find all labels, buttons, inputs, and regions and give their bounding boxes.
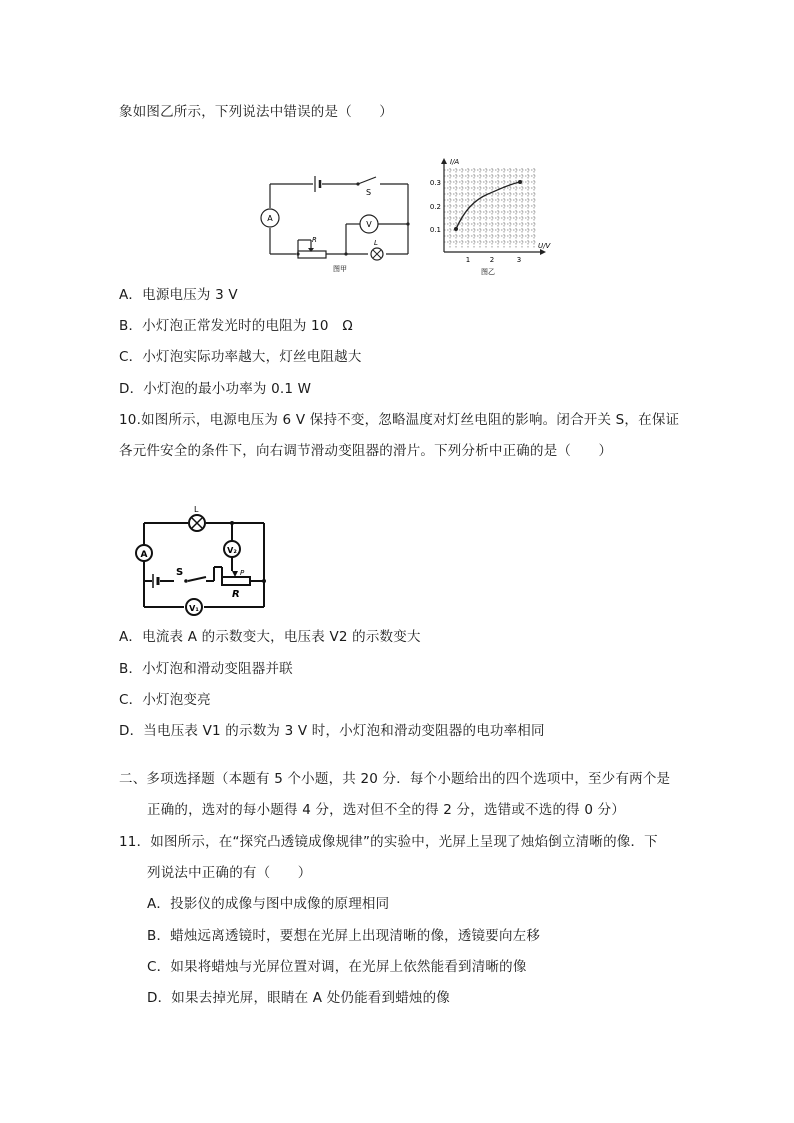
q9-option-b: B．小灯泡正常发光时的电阻为 10 Ω [119, 318, 353, 334]
voltmeter-v1-label: V₁ [189, 604, 199, 613]
y-axis-arrow-icon [441, 158, 447, 164]
ammeter-label: A [140, 550, 148, 560]
switch-label: S [176, 567, 184, 578]
y-tick: 0.1 [429, 226, 441, 234]
section2-heading-line2: 正确的，选对的每小题得 4 分，选对但不全的得 2 分，选错或不选的得 0 分） [147, 802, 626, 818]
y-axis-label: I/A [450, 158, 460, 166]
q11-option-a: A．投影仪的成像与图中成像的原理相同 [147, 896, 390, 912]
rheostat-icon [298, 251, 326, 258]
q11-stem-line1: 11．如图所示，在“探究凸透镜成像规律”的实验中，光屏上呈现了烛焰倒立清晰的像．下 [119, 834, 658, 850]
rheostat-label: R [312, 236, 317, 244]
slider-label: P [240, 569, 245, 577]
q10-option-c: C．小灯泡变亮 [119, 692, 211, 708]
q11-stem-line2: 列说法中正确的有（ ） [147, 865, 312, 881]
x-tick: 1 [465, 256, 471, 264]
q10-option-b: B．小灯泡和滑动变阻器并联 [119, 661, 293, 677]
ammeter-label: A [267, 214, 273, 223]
q10-option-d: D．当电压表 V1 的示数为 3 V 时，小灯泡和滑动变阻器的电功率相同 [119, 723, 545, 739]
q11-option-d: D．如果去掉光屏，眼睛在 A 处仍能看到蜡烛的像 [147, 990, 451, 1006]
curve-start-point [454, 227, 458, 231]
q11-option-b: B．蜡烛远离透镜时，要想在光屏上出现清晰的像，透镜要向左移 [147, 928, 541, 944]
fig-a-caption: 图甲 [333, 265, 347, 273]
lamp-label: L [194, 505, 199, 514]
rheostat-icon [222, 577, 250, 585]
switch-label: S [366, 188, 372, 197]
q10-option-a: A．电流表 A 的示数变大，电压表 V2 的示数变大 [119, 629, 421, 645]
x-tick: 3 [516, 256, 522, 264]
rheostat-label: R [232, 589, 240, 600]
q9-option-a: A．电源电压为 3 V [119, 287, 238, 303]
section2-heading-line1: 二、多项选择题（本题有 5 个小题，共 20 分．每个小题给出的四个选项中，至少有两个是 [119, 771, 671, 787]
y-tick: 0.2 [429, 203, 441, 211]
q10-stem-line1: 10.如图所示，电源电压为 6 V 保持不变，忽略温度对灯丝电阻的影响。闭合开关 S，在保证 [119, 412, 680, 428]
q10-stem-line2: 各元件安全的条件下，向右调节滑动变阻器的滑片。下列分析中正确的是（ ） [119, 443, 613, 459]
switch-pivot [356, 182, 359, 185]
q10-circuit-figure [126, 505, 278, 617]
q9-option-c: C．小灯泡实际功率越大，灯丝电阻越大 [119, 349, 362, 365]
voltmeter-v2-label: V₂ [227, 546, 237, 555]
q9-option-d: D．小灯泡的最小功率为 0.1 W [119, 381, 312, 397]
q9-stem-tail: 象如图乙所示，下列说法中错误的是（ ） [119, 104, 393, 120]
lamp-label: L [374, 239, 378, 247]
q9-circuit-figure [258, 172, 420, 276]
q11-option-c: C．如果将蜡烛与光屏位置对调，在光屏上依然能看到清晰的像 [147, 959, 527, 975]
x-tick: 2 [489, 256, 495, 264]
x-axis-label: U/V [538, 242, 551, 250]
q9-iu-graph [428, 156, 558, 276]
fig-b-caption: 图乙 [481, 268, 495, 276]
voltmeter-label: V [366, 220, 372, 229]
curve-end-point [518, 180, 522, 184]
switch-pivot [184, 579, 188, 583]
y-tick: 0.3 [429, 179, 441, 187]
iu-curve [456, 182, 520, 229]
